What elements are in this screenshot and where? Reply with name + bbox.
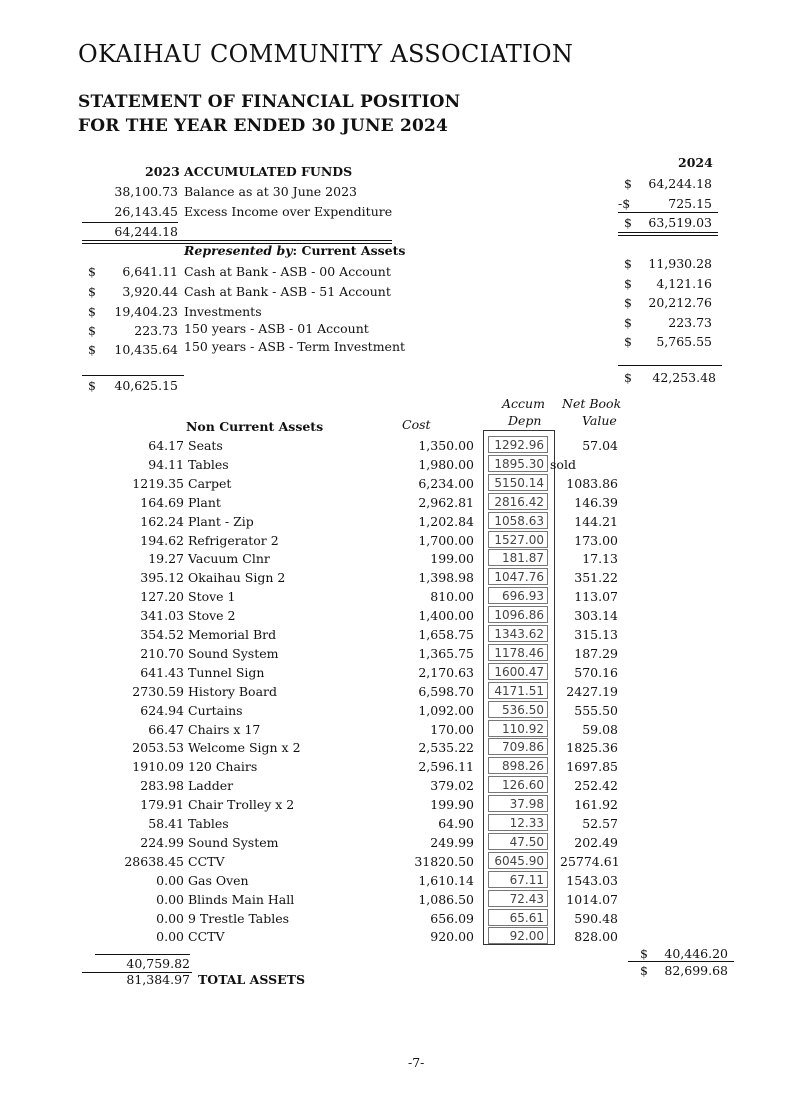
nca-net-book-value: 173.00	[574, 532, 618, 548]
nca-net-book-value: 1543.03	[566, 872, 618, 888]
nca-cost-value: 6,234.00	[418, 475, 474, 491]
statement-title: STATEMENT OF FINANCIAL POSITION	[78, 92, 461, 112]
nca-net-book-value: 590.48	[574, 910, 618, 926]
nca-accum-value: 696.93	[502, 589, 544, 604]
nca-prev-value: 179.91	[140, 797, 184, 813]
accum-row-label: Excess Income over Expenditure	[184, 204, 393, 219]
nca-label: History Board	[188, 683, 278, 699]
ca-cur-value: 5,765.55	[656, 334, 712, 349]
nca-cost-value: 249.99	[430, 834, 474, 850]
nca-prev-value: 0.00	[156, 929, 184, 945]
nca-net-book-value: 252.42	[574, 778, 618, 794]
nca-prev-value: 1219.35	[132, 475, 184, 491]
ca-label: Cash at Bank - ASB - 51 Account	[184, 284, 391, 299]
nca-label: Chair Trolley x 2	[188, 797, 295, 813]
nca-prev-value: 1910.09	[132, 759, 184, 775]
accum-column-header: Accum	[502, 396, 545, 411]
nca-label: Memorial Brd	[188, 627, 277, 642]
total-assets-prev: 81,384.97	[126, 972, 190, 987]
nca-net-book-value: 828.00	[574, 929, 618, 945]
nca-accum-value: 2816.42	[494, 494, 544, 509]
nca-prev-value: 94.11	[148, 456, 184, 472]
ca-cur-symbol: $	[624, 295, 632, 310]
nca-cost-value: 2,170.63	[418, 664, 474, 680]
nca-cost-value: 170.00	[430, 721, 474, 737]
nca-accum-value: 181.87	[502, 551, 544, 566]
nca-cost-value: 1,700.00	[418, 532, 474, 548]
statement-period: FOR THE YEAR ENDED 30 JUNE 2024	[78, 116, 449, 136]
nca-prev-value: 0.00	[156, 872, 184, 888]
nca-net-book-value: 146.39	[574, 494, 618, 510]
accum-cur-total: 63,519.03	[648, 215, 712, 230]
nca-label: Tables	[188, 456, 229, 472]
nca-accum-value: 6045.90	[494, 853, 544, 868]
nca-prev-value: 2730.59	[132, 683, 184, 699]
nca-label: CCTV	[188, 929, 225, 945]
nca-cost-value: 2,596.11	[418, 759, 474, 775]
ca-prev-symbol: $	[88, 264, 96, 279]
nca-prev-value: 19.27	[148, 551, 184, 567]
nca-cost-value: 6,598.70	[418, 683, 474, 699]
ca-cur-symbol: $	[624, 315, 632, 330]
nca-accum-value: 1895.30	[494, 456, 544, 471]
nca-prev-value: 354.52	[140, 627, 184, 642]
nca-accum-value: 12.33	[509, 816, 544, 830]
nca-label: Plant - Zip	[188, 513, 254, 529]
nca-label: CCTV	[188, 853, 225, 869]
nca-cost-value: 2,962.81	[418, 494, 474, 510]
accum-prev-value: 26,143.45	[114, 204, 178, 219]
nca-label: Chairs x 17	[188, 721, 261, 737]
page-number: -7-	[408, 1055, 425, 1070]
ca-cur-total-symbol: $	[624, 370, 632, 385]
nca-accum-value: 709.86	[502, 740, 544, 755]
nca-prev-value: 162.24	[140, 513, 184, 529]
nca-cost-value: 810.00	[430, 589, 474, 605]
nca-net-book-value: 1083.86	[566, 475, 618, 491]
nca-prev-value: 395.12	[140, 570, 184, 586]
nca-cost-value: 199.90	[430, 797, 474, 813]
ca-cur-symbol: $	[624, 256, 632, 271]
nca-cur-total: 40,446.20	[664, 946, 728, 961]
nca-cost-value: 64.90	[438, 816, 474, 831]
ca-prev-total: 40,625.15	[114, 378, 178, 393]
rule	[82, 375, 184, 376]
nca-label: Stove 1	[188, 589, 236, 605]
nca-prev-value: 0.00	[156, 891, 184, 907]
nca-prev-value: 624.94	[140, 702, 184, 718]
nca-cur-total-symbol: $	[640, 946, 648, 961]
nca-net-book-value: 144.21	[574, 513, 618, 529]
nca-accum-value: 65.61	[509, 910, 544, 925]
ca-prev-symbol: $	[88, 284, 96, 299]
ca-cur-total: 42,253.48	[652, 370, 716, 385]
non-current-heading: Non Current Assets	[186, 419, 324, 434]
nca-cost-value: 1,610.14	[418, 872, 474, 888]
nca-label: 9 Trestle Tables	[188, 910, 290, 926]
nca-cost-value: 1,365.75	[418, 645, 474, 661]
nca-net-book-value: 1825.36	[566, 740, 618, 756]
nca-label: Ladder	[188, 778, 234, 794]
nca-prev-value: 66.47	[148, 721, 184, 737]
nca-cost-value: 1,400.00	[418, 608, 474, 624]
nca-label: Tables	[188, 816, 229, 831]
nca-label: Carpet	[188, 475, 232, 491]
ca-prev-value: 10,435.64	[114, 342, 178, 357]
nca-prev-value: 0.00	[156, 910, 184, 926]
nca-accum-value: 1096.86	[494, 608, 544, 623]
nca-label: Plant	[188, 494, 221, 510]
current-year-heading: 2024	[678, 155, 713, 170]
nca-cost-value: 1,092.00	[418, 702, 474, 718]
nca-net-book-value: 113.07	[574, 589, 618, 605]
nca-prev-value: 2053.53	[132, 740, 184, 756]
org-name: OKAIHAU COMMUNITY ASSOCIATION	[78, 40, 574, 68]
nca-prev-value: 28638.45	[124, 853, 184, 869]
rule	[82, 222, 178, 223]
ca-cur-value: 20,212.76	[648, 295, 712, 310]
ca-prev-value: 3,920.44	[122, 284, 178, 299]
nca-label: 120 Chairs	[188, 759, 258, 775]
nca-prev-value: 210.70	[140, 645, 184, 661]
accumulated-funds-heading: ACCUMULATED FUNDS	[184, 164, 353, 179]
nca-accum-value: 67.11	[509, 872, 544, 887]
nca-accum-value: 37.98	[509, 797, 544, 812]
nca-cost-value: 2,535.22	[418, 740, 474, 756]
nca-net-book-value: 2427.19	[566, 683, 618, 699]
nca-cost-value: 1,086.50	[418, 891, 474, 907]
nca-accum-value: 1292.96	[494, 438, 544, 452]
nca-accum-value: 1058.63	[494, 513, 544, 528]
ca-prev-value: 223.73	[134, 323, 178, 338]
ca-label: Investments	[184, 304, 262, 319]
net-book-column-header: Net Book	[562, 396, 622, 411]
nca-prev-value: 127.20	[140, 589, 184, 605]
nca-accum-value: 1178.46	[494, 645, 544, 660]
nca-cost-value: 379.02	[430, 778, 474, 794]
nca-label: Sound System	[188, 834, 279, 850]
total-assets-cur-symbol: $	[640, 963, 648, 978]
accum-cur-value: 725.15	[668, 196, 712, 211]
nca-label: Okaihau Sign 2	[188, 570, 286, 586]
nca-net-book-value: 570.16	[574, 664, 618, 680]
nca-label: Stove 2	[188, 608, 236, 624]
ca-label: 150 years - ASB - 01 Account	[184, 321, 369, 336]
nca-prev-value: 64.17	[148, 438, 184, 453]
nca-net-book-value: 1697.85	[566, 759, 618, 775]
nca-cost-value: 920.00	[430, 929, 474, 945]
ca-prev-symbol: $	[88, 323, 96, 338]
nca-label: Gas Oven	[188, 872, 249, 888]
rule	[95, 954, 190, 955]
nca-prev-total: 40,759.82	[126, 956, 190, 971]
nca-cost-value: 1,202.84	[418, 513, 474, 529]
nca-net-book-value: 161.92	[574, 797, 618, 813]
nca-accum-value: 4171.51	[494, 683, 544, 698]
nca-prev-value: 341.03	[140, 608, 184, 624]
represented-by-label: Represented by	[184, 243, 293, 258]
nca-net-book-value: 351.22	[574, 570, 618, 586]
nca-cost-value: 656.09	[430, 910, 474, 926]
nca-accum-value: 126.60	[502, 778, 544, 793]
nca-accum-value: 1527.00	[494, 532, 544, 547]
nca-net-book-value: 1014.07	[566, 891, 618, 907]
double-rule	[618, 232, 718, 236]
prev-year-heading: 2023	[145, 164, 180, 179]
nca-accum-value: 898.26	[502, 759, 544, 774]
rule	[618, 365, 722, 366]
ca-cur-value: 4,121.16	[656, 276, 712, 291]
nca-label: Welcome Sign x 2	[188, 740, 301, 756]
nca-net-book-value: 17.13	[582, 551, 618, 567]
nca-net-book-value: 202.49	[574, 834, 618, 850]
nca-net-book-value: 52.57	[582, 816, 618, 831]
nca-prev-value: 224.99	[140, 834, 184, 850]
nca-cost-value: 1,658.75	[418, 627, 474, 642]
nca-prev-value: 641.43	[140, 664, 184, 680]
current-assets-label: : Current Assets	[292, 243, 406, 258]
nca-accum-value: 536.50	[502, 702, 544, 717]
nca-cost-value: 1,398.98	[418, 570, 474, 586]
ca-cur-symbol: $	[624, 334, 632, 349]
accum-prev-total: 64,244.18	[114, 224, 178, 239]
accum-cur-symbol: $	[624, 176, 632, 191]
nca-label: Curtains	[188, 702, 243, 718]
accum-cur-total-symbol: $	[624, 215, 632, 230]
ca-prev-total-symbol: $	[88, 378, 96, 393]
nca-label: Seats	[188, 438, 223, 453]
total-assets-cur: 82,699.68	[664, 963, 728, 978]
ca-cur-value: 11,930.28	[648, 256, 712, 271]
accum-cur-value: 64,244.18	[648, 176, 712, 191]
depn-column-header: Depn	[508, 413, 542, 428]
nca-accum-value: 110.92	[502, 721, 544, 736]
ca-prev-symbol: $	[88, 304, 96, 319]
nca-cost-value: 199.00	[430, 551, 474, 567]
nca-net-book-value: 25774.61	[560, 853, 620, 869]
ca-prev-symbol: $	[88, 342, 96, 357]
nca-label: Tunnel Sign	[188, 664, 265, 680]
total-assets-label: TOTAL ASSETS	[198, 972, 305, 987]
nca-label: Vacuum Clnr	[188, 551, 270, 567]
ca-label: Cash at Bank - ASB - 00 Account	[184, 264, 391, 279]
nca-prev-value: 194.62	[140, 532, 184, 548]
accum-cur-symbol: -$	[618, 196, 631, 211]
nca-net-book-value: 303.14	[574, 608, 618, 624]
nca-cost-value: 1,350.00	[418, 438, 474, 453]
nca-cost-value: 31820.50	[414, 853, 474, 869]
nca-accum-value: 92.00	[509, 929, 544, 944]
value-column-header: Value	[582, 413, 617, 428]
nca-net-book-value: 315.13	[574, 627, 618, 642]
ca-prev-value: 19,404.23	[114, 304, 178, 319]
nca-net-book-value: 57.04	[582, 438, 618, 453]
nca-label: Blinds Main Hall	[188, 891, 295, 907]
nca-net-book-value: sold	[550, 456, 576, 472]
current-assets-heading	[184, 243, 405, 258]
rule	[628, 961, 734, 962]
nca-accum-value: 72.43	[509, 891, 544, 906]
nca-accum-value: 1047.76	[494, 570, 544, 585]
ca-label: 150 years - ASB - Term Investment	[184, 339, 406, 354]
nca-net-book-value: 59.08	[582, 721, 618, 737]
nca-net-book-value: 555.50	[574, 702, 618, 718]
nca-accum-value: 5150.14	[494, 475, 544, 490]
nca-prev-value: 58.41	[148, 816, 184, 831]
nca-label: Sound System	[188, 645, 279, 661]
rule	[618, 212, 718, 213]
cost-column-header: Cost	[402, 417, 431, 432]
accum-prev-value: 38,100.73	[114, 184, 178, 199]
nca-accum-value: 1343.62	[494, 627, 544, 641]
ca-cur-value: 223.73	[668, 315, 712, 330]
nca-cost-value: 1,980.00	[418, 456, 474, 472]
nca-accum-value: 47.50	[509, 834, 544, 849]
nca-accum-value: 1600.47	[494, 664, 544, 679]
ca-prev-value: 6,641.11	[122, 264, 178, 279]
nca-net-book-value: 187.29	[574, 645, 618, 661]
nca-prev-value: 283.98	[140, 778, 184, 794]
ca-cur-symbol: $	[624, 276, 632, 291]
nca-label: Refrigerator 2	[188, 532, 279, 548]
accum-row-label: Balance as at 30 June 2023	[184, 184, 357, 199]
nca-prev-value: 164.69	[140, 494, 184, 510]
